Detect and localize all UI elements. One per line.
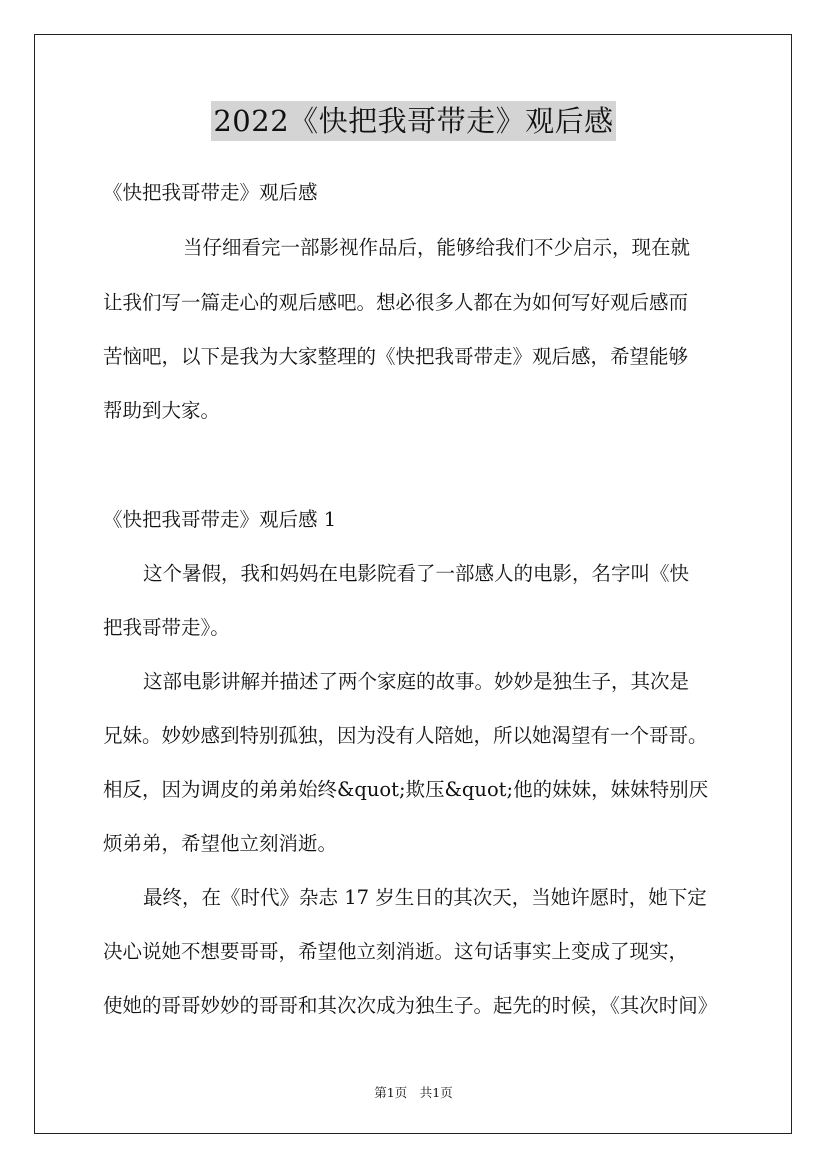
paragraph-line: 帮助到大家。 [103,399,221,422]
section-heading: 《快把我哥带走》观后感 1 [103,508,337,531]
title-container [0,101,827,141]
paragraph-line: 相反，因为调皮的弟弟始终&quot;欺压&quot;他的妹妹，妹妹特别厌 [103,778,709,801]
document-subtitle: 《快把我哥带走》观后感 [103,181,318,204]
paragraph-line: 兄妹。妙妙感到特别孤独，因为没有人陪她，所以她渴望有一个哥哥。 [103,724,708,747]
paragraph-line: 最终，在《时代》杂志 17 岁生日的其次天，当她许愿时，她下定 [143,886,707,909]
document-title: 2022《快把我哥带走》观后感 [211,101,615,141]
paragraph-line: 把我哥带走》。 [103,616,230,639]
paragraph-line: 烦弟弟，希望他立刻消逝。 [103,832,338,855]
paragraph-line: 让我们写一篇走心的观后感吧。想必很多人都在为如何写好观后感而 [103,291,689,314]
page-number: 第1页 共1页 [374,1085,453,1100]
paragraph-line: 苦恼吧，以下是我为大家整理的《快把我哥带走》观后感，希望能够 [103,345,689,368]
paragraph-line: 决心说她不想要哥哥，希望他立刻消逝。这句话事实上变成了现实， [103,940,689,963]
paragraph-line: 这个暑假，我和妈妈在电影院看了一部感人的电影，名字叫《快 [143,562,690,585]
paragraph-line: 使她的哥哥妙妙的哥哥和其次次成为独生子。起先的时候，《其次时间》 [103,994,718,1017]
paragraph-line: 当仔细看完一部影视作品后，能够给我们不少启示，现在就 [183,236,691,259]
paragraph-line: 这部电影讲解并描述了两个家庭的故事。妙妙是独生子，其次是 [143,670,690,693]
